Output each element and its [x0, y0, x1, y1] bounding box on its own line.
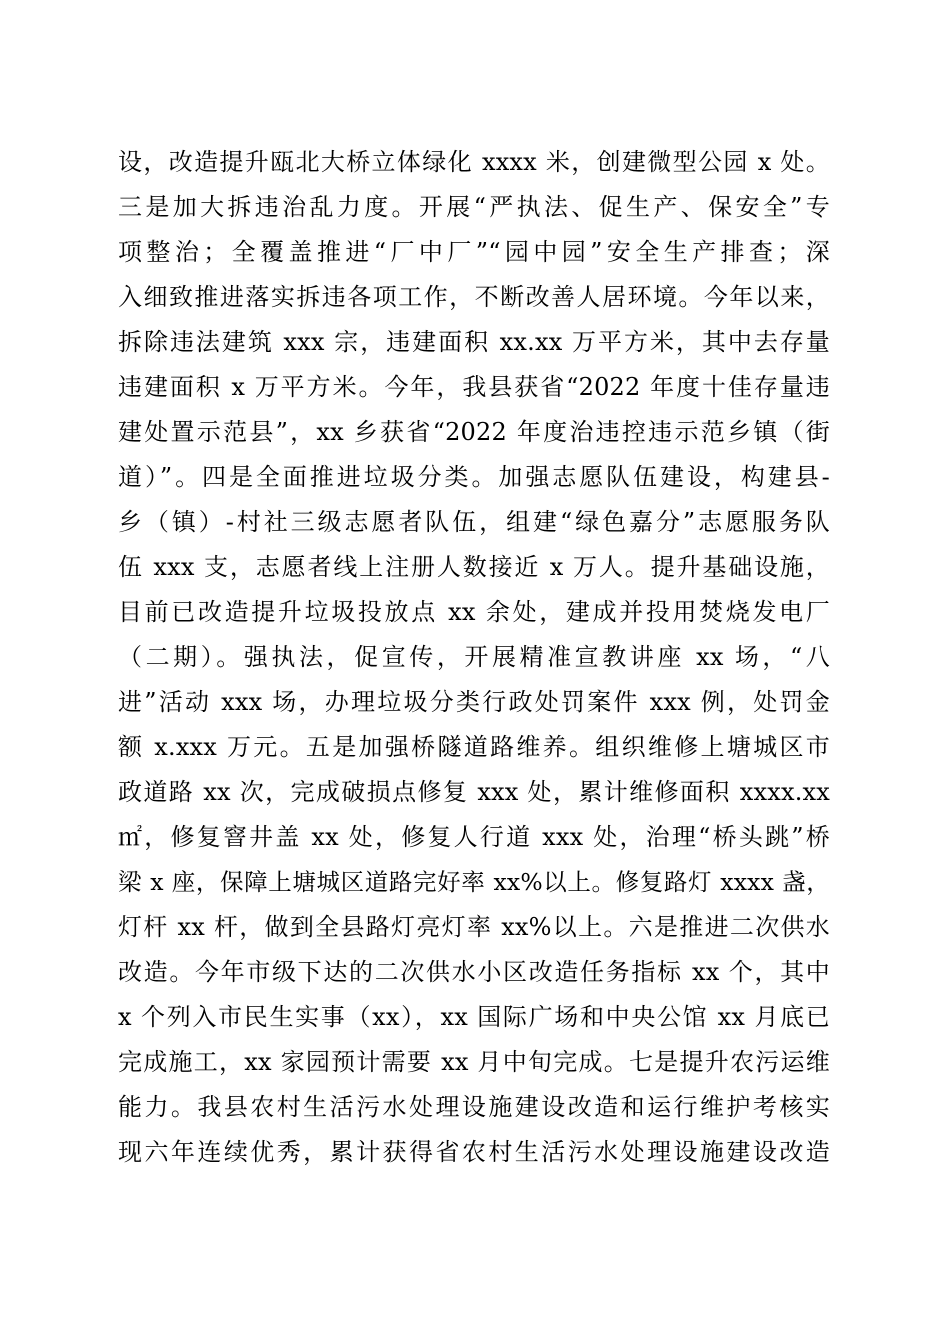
text-line-18: 灯杆 xx 杆，做到全县路灯亮灯率 xx%以上。六是推进二次供水	[118, 913, 830, 941]
text-line-2: 三是加大拆违治乱力度。开展“严执法、促生产、保安全”专	[118, 193, 830, 221]
text-line-15: 政道路 xx 次，完成破损点修复 xxx 处，累计维修面积 xxxx.xx	[118, 778, 830, 806]
text-line-16: ㎡，修复窨井盖 xx 处，修复人行道 xxx 处，治理“桥头跳”桥	[118, 823, 830, 851]
text-line-9: 乡（镇）-村社三级志愿者队伍，组建“绿色嘉分”志愿服务队	[118, 508, 830, 536]
text-line-6: 违建面积 x 万平方米。今年，我县获省“2022 年度十佳存量违	[118, 373, 830, 401]
text-line-13: 进”活动 xxx 场，办理垃圾分类行政处罚案件 xxx 例，处罚金	[118, 688, 830, 716]
text-line-21: 完成施工，xx 家园预计需要 xx 月中旬完成。七是提升农污运维	[118, 1048, 830, 1076]
text-line-5: 拆除违法建筑 xxx 宗，违建面积 xx.xx 万平方米，其中去存量	[118, 328, 830, 356]
text-line-12: （二期）。强执法，促宣传，开展精准宣教讲座 xx 场，“八	[118, 643, 830, 671]
text-line-3: 项整治；全覆盖推进“厂中厂”“园中园”安全生产排查；深	[118, 238, 830, 266]
text-line-1: 设，改造提升瓯北大桥立体绿化 xxxx 米，创建微型公园 x 处。	[118, 148, 830, 176]
text-line-14: 额 x.xxx 万元。五是加强桥隧道路维养。组织维修上塘城区市	[118, 733, 830, 761]
text-line-19: 改造。今年市级下达的二次供水小区改造任务指标 xx 个，其中	[118, 958, 830, 986]
text-line-17: 梁 x 座，保障上塘城区道路完好率 xx%以上。修复路灯 xxxx 盏，	[118, 868, 830, 896]
text-line-8: 道）”。四是全面推进垃圾分类。加强志愿队伍建设，构建县-	[118, 463, 830, 491]
text-line-7: 建处置示范县”，xx 乡获省“2022 年度治违控违示范乡镇（街	[118, 418, 830, 446]
text-line-10: 伍 xxx 支，志愿者线上注册人数接近 x 万人。提升基础设施，	[118, 553, 830, 581]
text-line-20: x 个列入市民生实事（xx），xx 国际广场和中央公馆 xx 月底已	[118, 1003, 830, 1031]
text-line-4: 入细致推进落实拆违各项工作，不断改善人居环境。今年以来，	[118, 283, 830, 311]
text-line-11: 目前已改造提升垃圾投放点 xx 余处，建成并投用焚烧发电厂	[118, 598, 830, 626]
text-line-23: 现六年连续优秀，累计获得省农村生活污水处理设施建设改造	[118, 1138, 830, 1166]
body-paragraph	[118, 140, 830, 1175]
text-line-22: 能力。我县农村生活污水处理设施建设改造和运行维护考核实	[118, 1093, 830, 1121]
